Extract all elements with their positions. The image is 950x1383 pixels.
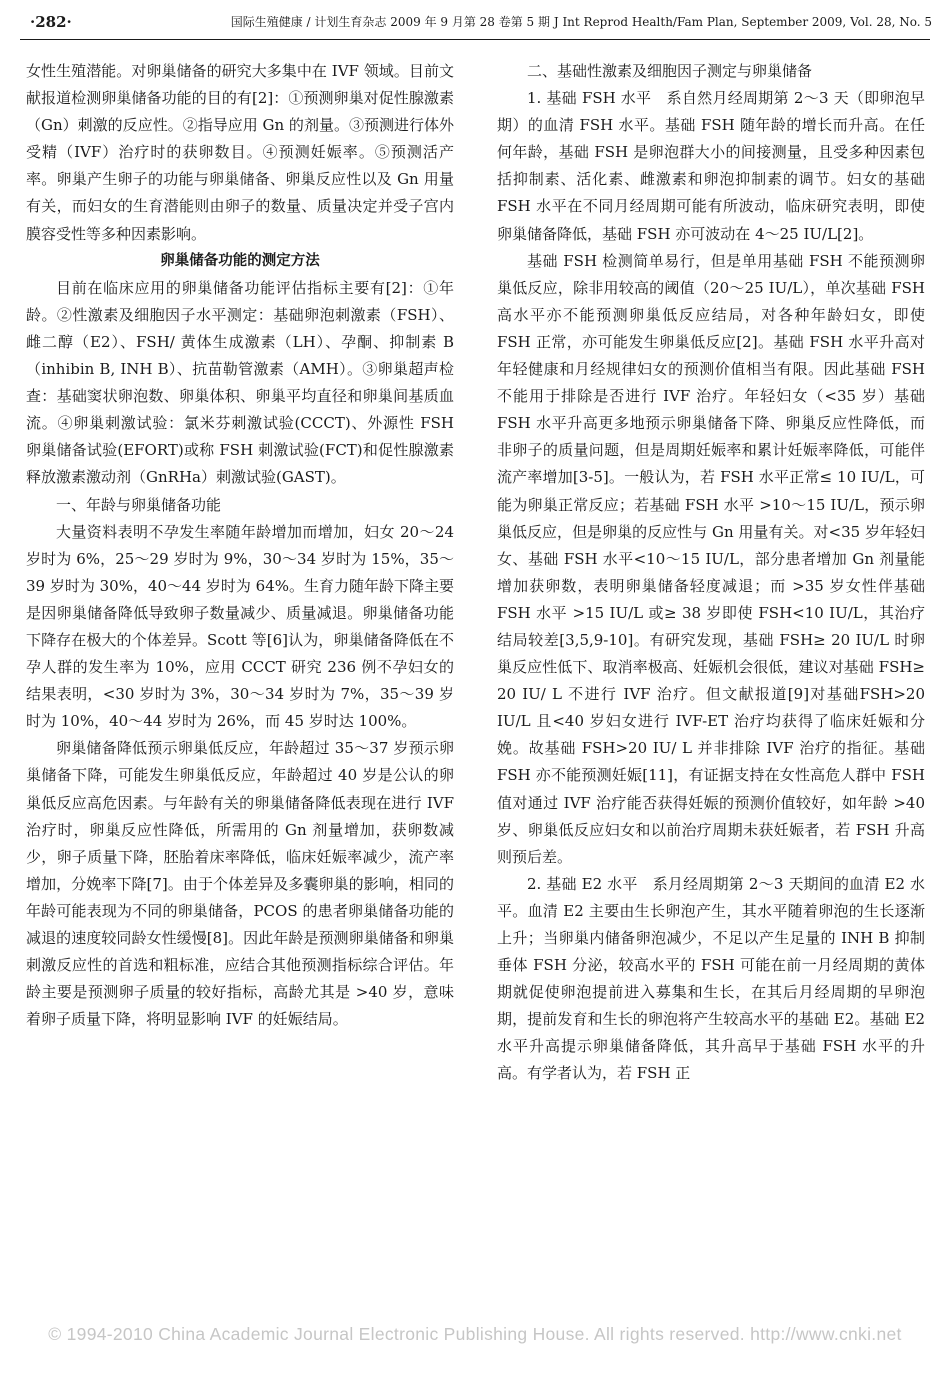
paragraph: 大量资料表明不孕发生率随年龄增加而增加，妇女 20～24 岁时为 6%，25～29 岁时为 9%，30～34 岁时为 15%，35～39 岁时为 30%，40～44 岁时为 64%。生育力随年龄下降主要是因卵巢储备降低导致卵子数量减少、质量减退。卵巢储备功能下降存在极大的个体差异。Scott 等[6]认为，卵巢储备降低在不孕人群的发生率为 10%，应用 CCCT 研究 236 例不孕妇女的结果表明，<30 岁时为 3%，30～34 岁时为 7%，35～39 岁时为 10%，40～44 岁时为 26%，而 45 岁时达 100%。 xyxy=(26,522,455,731)
journal-citation: 国际生殖健康 / 计划生育杂志 2009 年 9 月第 28 卷第 5 期 J Int Reprod Health/Fam Plan, September 2009, Vol. 28, No. 5 xyxy=(230,15,932,29)
paragraph: 1. 基础 FSH 水平 系自然月经周期第 2～3 天（即卵泡早期）的血清 FSH 水平。基础 FSH 随年龄的增长而升高。在任何年龄，基础 FSH 是卵泡群大小的间接测量，且受多种因素包括抑制素、活化素、雌激素和卵泡抑制素的调节。妇女的基础 FSH 水平在不同月经周期可能有所波动，临床研究表明，即使卵巢储备降低，基础 FSH 亦可波动在 4～25 IU/L[2]。 xyxy=(497,89,925,243)
section-heading: 卵巢储备功能的测定方法 xyxy=(160,252,320,269)
subsection-heading: 二、基础性激素及细胞因子测定与卵巢储备 xyxy=(527,62,813,80)
header-rule xyxy=(20,39,930,40)
running-header xyxy=(20,6,932,38)
subsection-heading: 一、年龄与卵巢储备功能 xyxy=(56,495,222,514)
copyright-watermark: © 1994-2010 China Academic Journal Electronic Publishing House. All rights reserved. http://www.cnki.net xyxy=(48,1324,902,1344)
right-column xyxy=(497,58,925,1088)
paragraph: 2. 基础 E2 水平 系月经周期第 2～3 天期间的血清 E2 水平。血清 E2 主要由生长卵泡产生，其水平随着卵泡的生长逐渐上升；当卵巢内储备卵泡减少，不足以产生足量的 INH B 抑制垂体 FSH 分泌，较高水平的 FSH 可能在前一月经周期的黄体期就促使卵泡提前进入募集和生长，在其后月经周期的早卵泡期，提前发育和生长的卵泡将产生较高水平的基础 E2。基础 E2 水平升高提示卵巢储备降低，其升高早于基础 FSH 水平的升高。有学者认为，若 FSH 正 xyxy=(497,874,925,1083)
page-number: ·282· xyxy=(30,13,72,31)
paragraph: 卵巢储备降低预示卵巢低反应，年龄超过 35～37 岁预示卵巢储备下降，可能发生卵巢低反应，年龄超过 40 岁是公认的卵巢低反应高危因素。与年龄有关的卵巢储备降低表现在进行 IVF 治疗时，卵巢反应性降低，所需用的 Gn 剂量增加，获卵数减少，卵子质量下降，胚胎着床率降低，临床妊娠率减少，流产率增加，分娩率下降[7]。由于个体差异及多囊卵巢的影响，相同的年龄可能表现为不同的卵巢储备，PCOS 的患者卵巢储备功能的减退的速度较同龄女性缓慢[8]。因此年龄是预测卵巢储备和卵巢刺激反应性的首选和粗标准，应结合其他预测指标综合评估。年龄主要是预测卵子质量的较好指标，高龄尤其是 >40 岁，意味着卵子质量下降，将明显影响 IVF 的妊娠结局。 xyxy=(26,739,454,1029)
paragraph: 基础 FSH 检测简单易行，但是单用基础 FSH 不能预测卵巢低反应，除非用较高的阈值（20～25 IU/L），单次基础 FSH 高水平亦不能预测卵巢低反应结局，对各种年龄妇女，即使 FSH 正常，亦可能发生卵巢低反应[2]。基础 FSH 水平升高对年轻健康和月经规律妇女的预测价值相当有限。因此基础 FSH 不能用于排除是否进行 IVF 治疗。年轻妇女（<35 岁）基础 FSH 水平升高更多地预示卵巢储备下降、卵巢反应性降低，而非卵子的质量问题，但是周期妊娠率和累计妊娠率降低，可能伴流产率增加[3-5]。一般认为，若 FSH 水平正常≤ 10 IU/L，可能为卵巢正常反应；若基础 FSH 水平 >10～15 IU/L，预示卵巢低反应，但是卵巢的反应性与 Gn 用量有关。对<35 岁年轻妇女、基础 FSH 水平<10～15 IU/L，部分患者增加 Gn 剂量能增加获卵数，表明卵巢储备轻度减退；而 >35 岁女性伴基础 FSH 水平 >15 IU/L 或≥ 38 岁即使 FSH<10 IU/L，其治疗结局较差[3,5,9-10]。有研究发现，基础 FSH≥ 20 IU/L 时卵巢反应性低下、取消率极高、妊娠机会很低，建议对基础 FSH≥ 20 IU/ L 不进行 IVF 治疗。但文献报道[9]对基础FSH>20 IU/L 且<40 岁妇女进行 IVF-ET 治疗均获得了临床妊娠和分娩。故基础 FSH>20 IU/ L 并非排除 IVF 治疗的指征。基础 FSH 亦不能预测妊娠[11]，有证据支持在女性高危人群中 FSH 值对通过 IVF 治疗能否获得妊娠的预测价值较好，如年龄 >40 岁、卵巢低反应妇女和以前治疗周期未获妊娠者，若 FSH 升高则预后差。 xyxy=(497,251,925,866)
paragraph: 女性生殖潜能。对卵巢储备的研究大多集中在 IVF 领域。目前文献报道检测卵巢储备功能的目的有[2]：①预测卵巢对促性腺激素（Gn）刺激的反应性。②指导应用 Gn 的剂量。③预测进行体外受精（IVF）治疗时的获卵数目。④预测妊娠率。⑤预测活产率。卵巢产生卵子的功能与卵巢储备、卵巢反应性以及 Gn 用量有关，而妇女的生育潜能则由卵子的数量、质量决定并受子宫内膜容受性等多种因素影响。 xyxy=(26,62,454,243)
left-column xyxy=(26,58,454,1033)
paragraph: 目前在临床应用的卵巢储备功能评估指标主要有[2]：①年龄。②性激素及细胞因子水平测定：基础卵泡刺激素（FSH）、雌二醇（E2）、FSH/ 黄体生成激素（LH）、孕酮、抑制素 B（inhibin B, INH B）、抗苗勒管激素（AMH）。③卵巢超声检查：基础窦状卵泡数、卵巢体积、卵巢平均直径和卵巢间基质血流。④卵巢刺激试验：氯米芬刺激试验(CCCT)、外源性 FSH 卵巢储备试验(EFORT)或称 FSH 刺激试验(FCT)和促性腺激素释放激素激动剂（GnRHa）刺激试验(GAST)。 xyxy=(26,278,454,487)
